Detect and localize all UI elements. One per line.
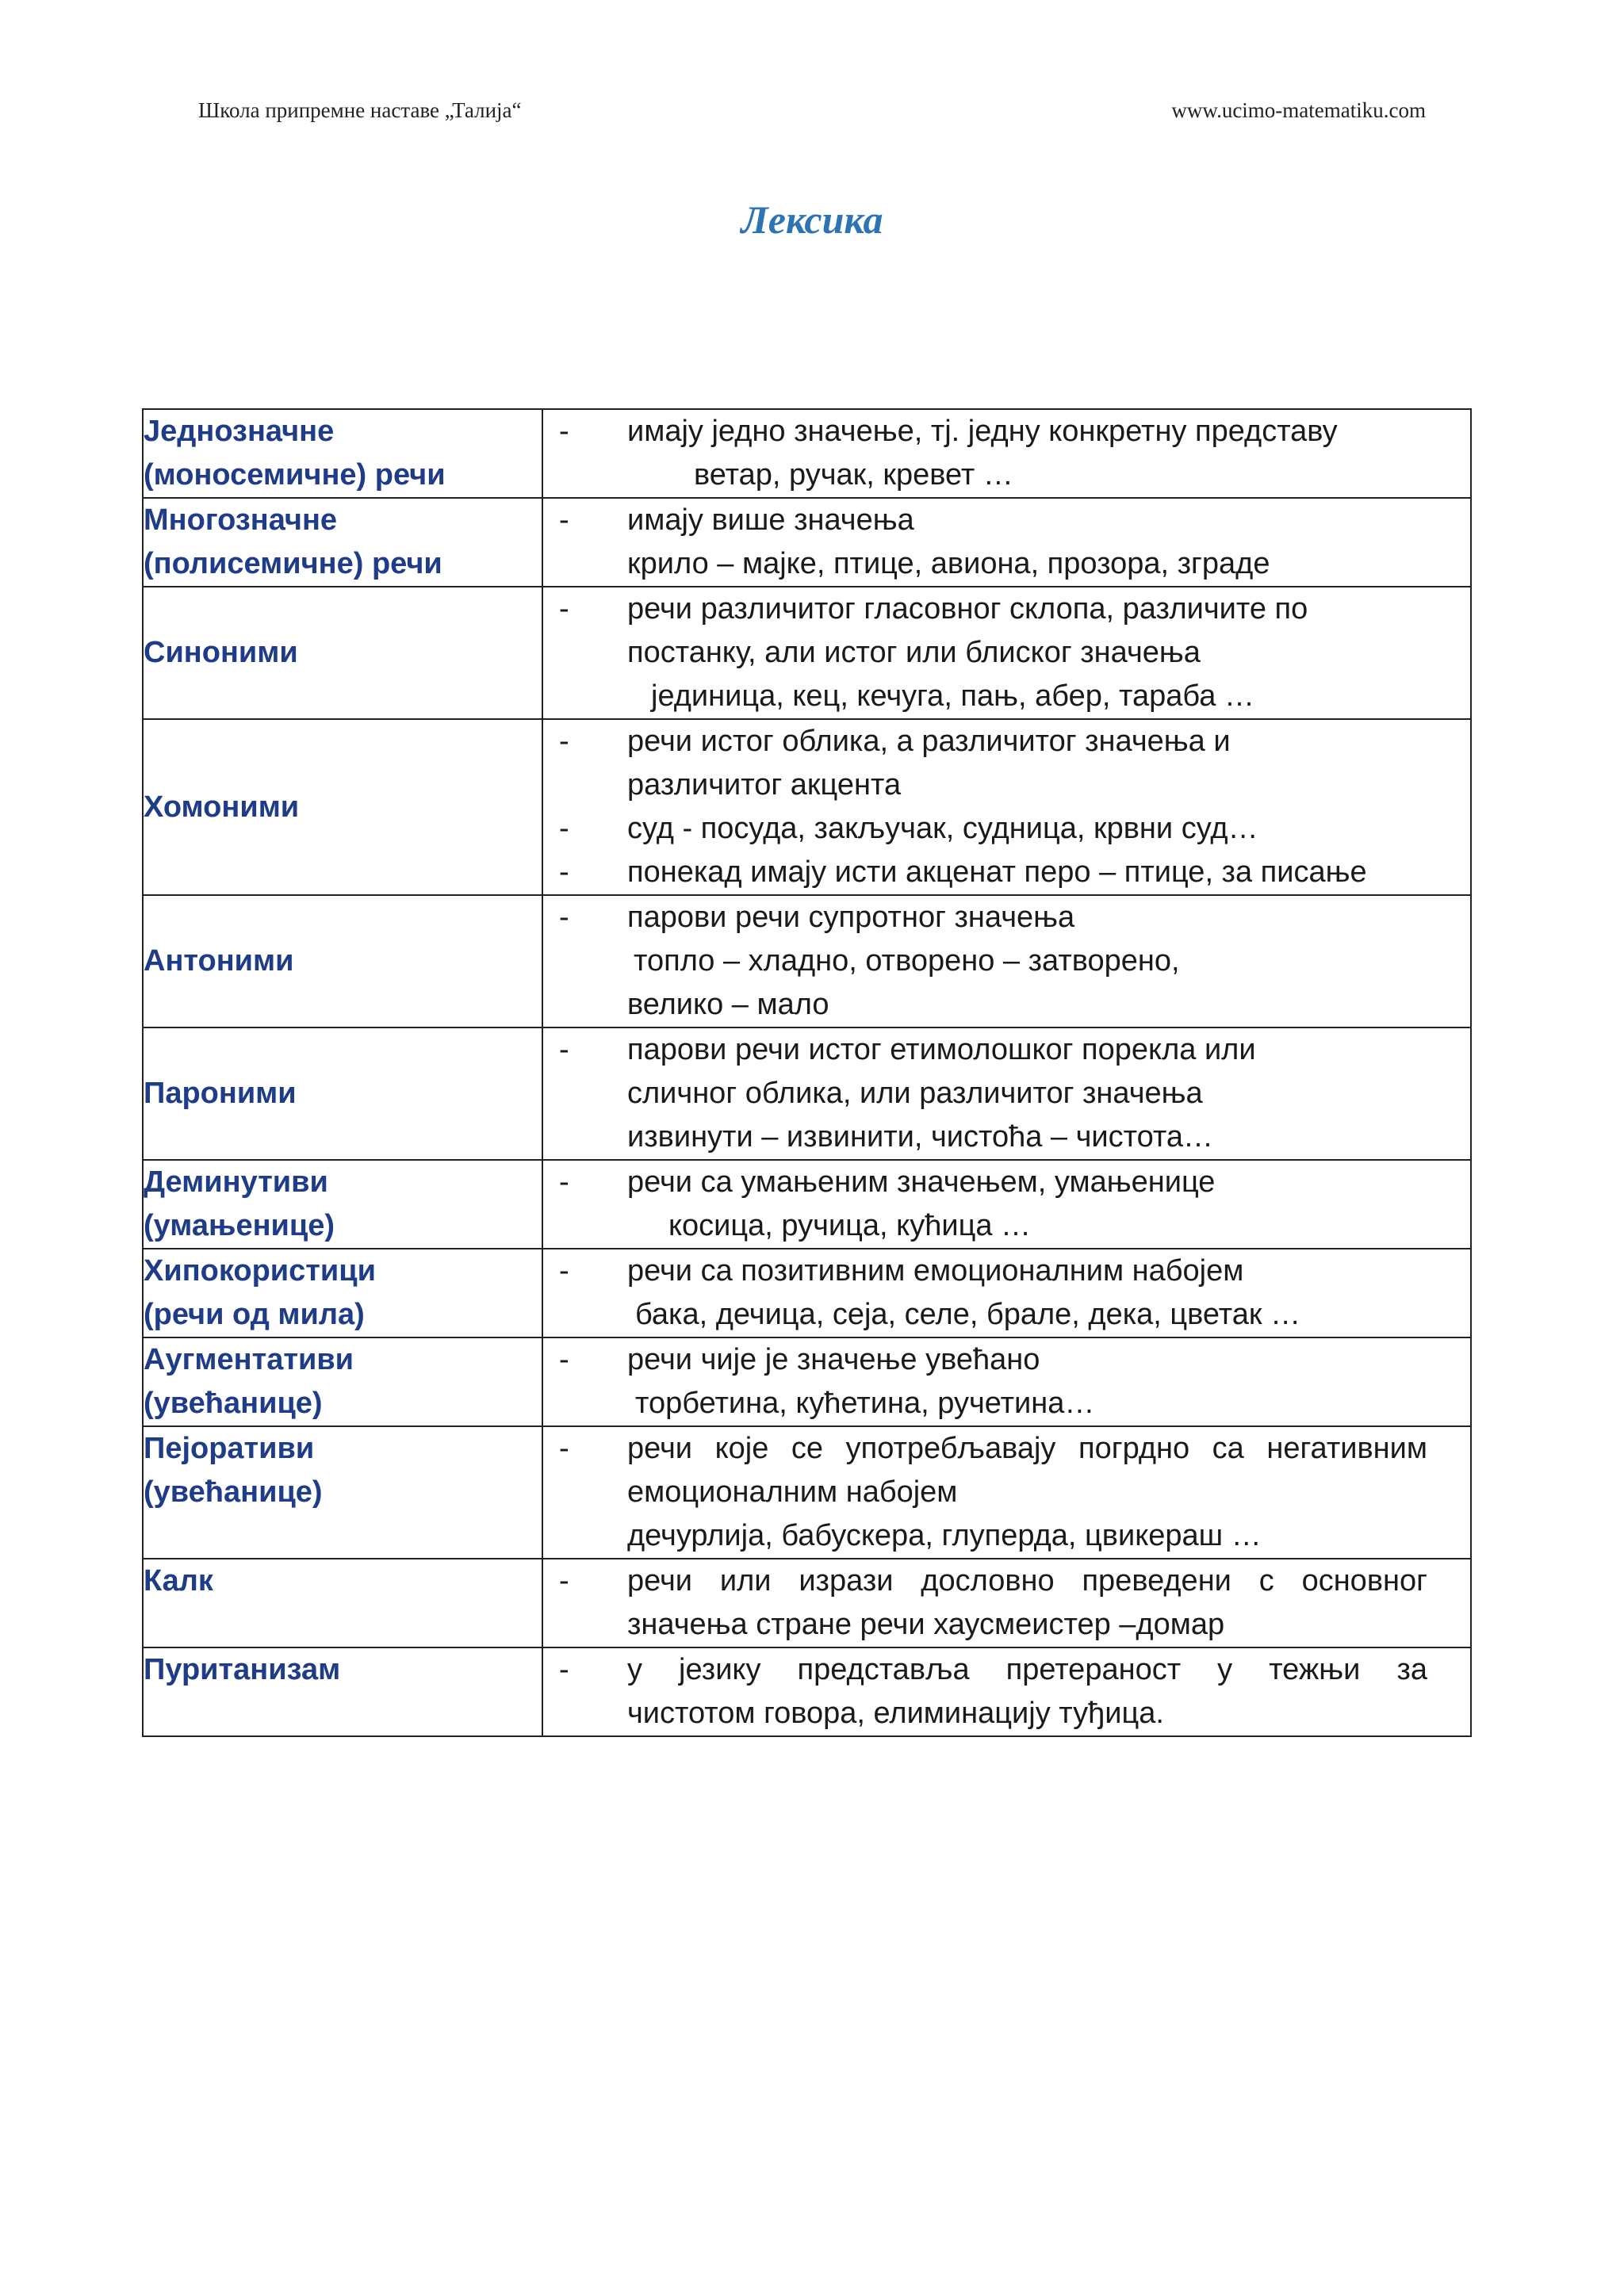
term-cell xyxy=(143,409,542,498)
bullet-dash: - xyxy=(559,592,569,626)
definition-line xyxy=(543,807,1470,851)
definition-line xyxy=(543,631,1470,675)
definition-line xyxy=(543,1204,1470,1248)
term-text: Пароними xyxy=(144,1077,297,1110)
definition-text: извинути – извинити, чистоћа – чистота… xyxy=(627,1120,1214,1154)
definition-cell xyxy=(542,1160,1471,1249)
definition-text: речи истог облика, а различитог значења и xyxy=(627,725,1231,758)
definition-line xyxy=(543,1115,1470,1159)
definition-text: постанку, али истог или блиског значења xyxy=(627,636,1201,669)
term-cell xyxy=(143,719,542,895)
term-text: Синоними xyxy=(144,636,298,669)
table-row xyxy=(143,1160,1471,1249)
bullet-dash: - xyxy=(559,855,569,889)
term-cell xyxy=(143,1647,542,1736)
bullet-dash xyxy=(543,675,627,718)
definition-line xyxy=(543,410,1470,453)
definition-text: имају више значења xyxy=(627,503,914,537)
definition-line xyxy=(543,542,1470,586)
term-cell xyxy=(143,587,542,719)
definition-text: различитог акцента xyxy=(627,768,902,802)
definition-text: дечурлија, бабускера, глуперда, цвикераш … xyxy=(627,1519,1262,1552)
definition-cell xyxy=(542,409,1471,498)
definition-line xyxy=(543,763,1470,807)
bullet-dash: - xyxy=(559,1165,569,1199)
definition-line xyxy=(543,1471,1470,1514)
definition-text: парови речи супротног значења xyxy=(627,901,1075,934)
definition-text: имају једно значење, тј. једну конкретну представу xyxy=(627,415,1338,448)
definition-line xyxy=(543,1028,1470,1072)
definition-line xyxy=(543,1692,1470,1735)
definition-line xyxy=(543,499,1470,542)
table-row xyxy=(143,1249,1471,1337)
definition-text: речи које се употребљавају погрдно са негативним xyxy=(627,1432,1427,1465)
definition-cell xyxy=(542,587,1471,719)
definition-line xyxy=(543,1514,1470,1558)
table-row xyxy=(143,719,1471,895)
definition-text: понекад имају исти акценат перо – птице, за писање xyxy=(627,855,1367,889)
definition-cell xyxy=(542,1559,1471,1647)
term-cell xyxy=(143,1249,542,1337)
bullet-dash: - xyxy=(559,1254,569,1288)
term-text: (умањенице) xyxy=(144,1209,335,1242)
definition-line xyxy=(543,1648,1470,1692)
definition-text: јединица, кец, кечуга, пањ, абер, тараба … xyxy=(651,679,1254,713)
definition-text: речи различитог гласовног склопа, различите по xyxy=(627,592,1308,626)
term-text: (увећанице) xyxy=(144,1475,323,1509)
term-text: Хипокористици xyxy=(144,1254,376,1288)
bullet-dash: - xyxy=(559,1564,569,1598)
bullet-dash: - xyxy=(559,901,569,934)
table-row xyxy=(143,895,1471,1027)
definition-line xyxy=(543,1072,1470,1115)
bullet-dash xyxy=(543,542,627,586)
bullet-dash: - xyxy=(559,725,569,758)
term-cell xyxy=(143,1559,542,1647)
bullet-dash: - xyxy=(559,1343,569,1376)
definition-text: речи са позитивним емоционалним набојем xyxy=(627,1254,1244,1288)
definition-cell xyxy=(542,1426,1471,1559)
definition-text: топло – хладно, отворено – затворено, xyxy=(634,944,1180,978)
term-cell xyxy=(143,1337,542,1426)
definition-line xyxy=(543,1293,1470,1337)
bullet-dash xyxy=(543,939,627,983)
definition-cell xyxy=(542,1027,1471,1160)
bullet-dash xyxy=(543,1603,627,1647)
bullet-dash: - xyxy=(559,1432,569,1465)
bullet-dash xyxy=(543,1471,627,1514)
definition-text: крило – мајке, птице, авиона, прозора, зграде xyxy=(627,547,1270,580)
definition-line xyxy=(543,1338,1470,1382)
term-text: Деминутиви xyxy=(144,1165,328,1199)
definition-text: торбетина, кућетина, ручетина… xyxy=(635,1387,1095,1420)
definition-text: речи са умањеним значењем, умањенице xyxy=(627,1165,1216,1199)
definition-line xyxy=(543,587,1470,631)
definition-cell xyxy=(542,498,1471,587)
term-text: (моносемичне) речи xyxy=(144,458,446,492)
definition-line xyxy=(543,675,1470,718)
header-website: www.ucimo-matematiku.com xyxy=(1171,98,1426,122)
table-row xyxy=(143,1337,1471,1426)
table-row xyxy=(143,1559,1471,1647)
bullet-dash xyxy=(543,1382,627,1425)
definition-line xyxy=(543,1427,1470,1471)
definition-line xyxy=(543,939,1470,983)
term-cell xyxy=(143,1027,542,1160)
bullet-dash: - xyxy=(559,1653,569,1686)
definition-text: сличног облика, или различитог значења xyxy=(627,1077,1203,1110)
bullet-dash: - xyxy=(559,415,569,448)
definition-line xyxy=(543,1559,1470,1603)
bullet-dash: - xyxy=(559,812,569,845)
bullet-dash: - xyxy=(559,503,569,537)
bullet-dash xyxy=(543,631,627,675)
bullet-dash xyxy=(543,1072,627,1115)
table-row xyxy=(143,498,1471,587)
term-cell xyxy=(143,1426,542,1559)
definition-line xyxy=(543,1161,1470,1204)
definition-line xyxy=(543,983,1470,1027)
term-text: Многозначне xyxy=(144,503,338,537)
definition-line xyxy=(543,851,1470,894)
bullet-dash xyxy=(543,1115,627,1159)
definition-cell xyxy=(542,1337,1471,1426)
definition-line xyxy=(543,1249,1470,1293)
term-text: Хомоними xyxy=(144,790,300,824)
table-row xyxy=(143,1426,1471,1559)
bullet-dash xyxy=(543,453,627,497)
bullet-dash xyxy=(543,1514,627,1558)
definition-text: суд - посуда, закључак, судница, крвни суд… xyxy=(627,812,1258,845)
definition-text: значења стране речи хаусмеистер –домар xyxy=(627,1608,1225,1641)
bullet-dash xyxy=(543,1204,627,1248)
table-row xyxy=(143,409,1471,498)
term-cell xyxy=(143,895,542,1027)
table-row xyxy=(143,1027,1471,1160)
term-text: Аугментативи xyxy=(144,1343,354,1376)
definition-text: речи чије је значење увећано xyxy=(627,1343,1040,1376)
definition-line xyxy=(543,1603,1470,1647)
definition-text: емоционалним набојем xyxy=(627,1475,958,1509)
bullet-dash xyxy=(543,763,627,807)
definition-text: чистотом говора, елиминацију туђица. xyxy=(627,1697,1164,1730)
bullet-dash xyxy=(543,1692,627,1735)
bullet-dash xyxy=(543,1293,627,1337)
bullet-dash xyxy=(543,983,627,1027)
definition-line xyxy=(543,453,1470,497)
definition-cell xyxy=(542,1647,1471,1736)
term-cell xyxy=(143,498,542,587)
term-text: Калк xyxy=(144,1564,213,1598)
lexicon-table xyxy=(142,408,1472,1737)
definition-text: у језику представља претераност у тежњи за xyxy=(627,1653,1427,1686)
table-row xyxy=(143,587,1471,719)
definition-line xyxy=(543,720,1470,763)
term-text: Антоними xyxy=(144,944,294,978)
term-text: Пуританизам xyxy=(144,1653,341,1686)
term-text: (увећанице) xyxy=(144,1387,323,1420)
definition-text: косица, ручица, кућица … xyxy=(668,1209,1032,1242)
page-title: Лексика xyxy=(741,197,883,242)
term-text: Пејоративи xyxy=(144,1432,315,1465)
definition-text: велико – мало xyxy=(627,988,829,1021)
definition-text: бака, дечица, сеја, селе, брале, дека, цветак … xyxy=(635,1298,1301,1331)
definition-cell xyxy=(542,1249,1471,1337)
definition-text: парови речи истог етимолошког порекла или xyxy=(627,1033,1256,1066)
definition-cell xyxy=(542,719,1471,895)
definition-text: ветар, ручак, кревет … xyxy=(694,458,1013,492)
definition-cell xyxy=(542,895,1471,1027)
term-text: (полисемичне) речи xyxy=(144,547,442,580)
definition-text: речи или изрази дословно преведени с основног xyxy=(627,1564,1427,1598)
definition-line xyxy=(543,896,1470,939)
term-text: (речи од мила) xyxy=(144,1298,365,1331)
header-school-name: Школа припремне наставе „Талија“ xyxy=(198,98,522,122)
term-cell xyxy=(143,1160,542,1249)
bullet-dash: - xyxy=(559,1033,569,1066)
table-row xyxy=(143,1647,1471,1736)
term-text: Једнозначне xyxy=(144,415,335,448)
definition-line xyxy=(543,1382,1470,1425)
